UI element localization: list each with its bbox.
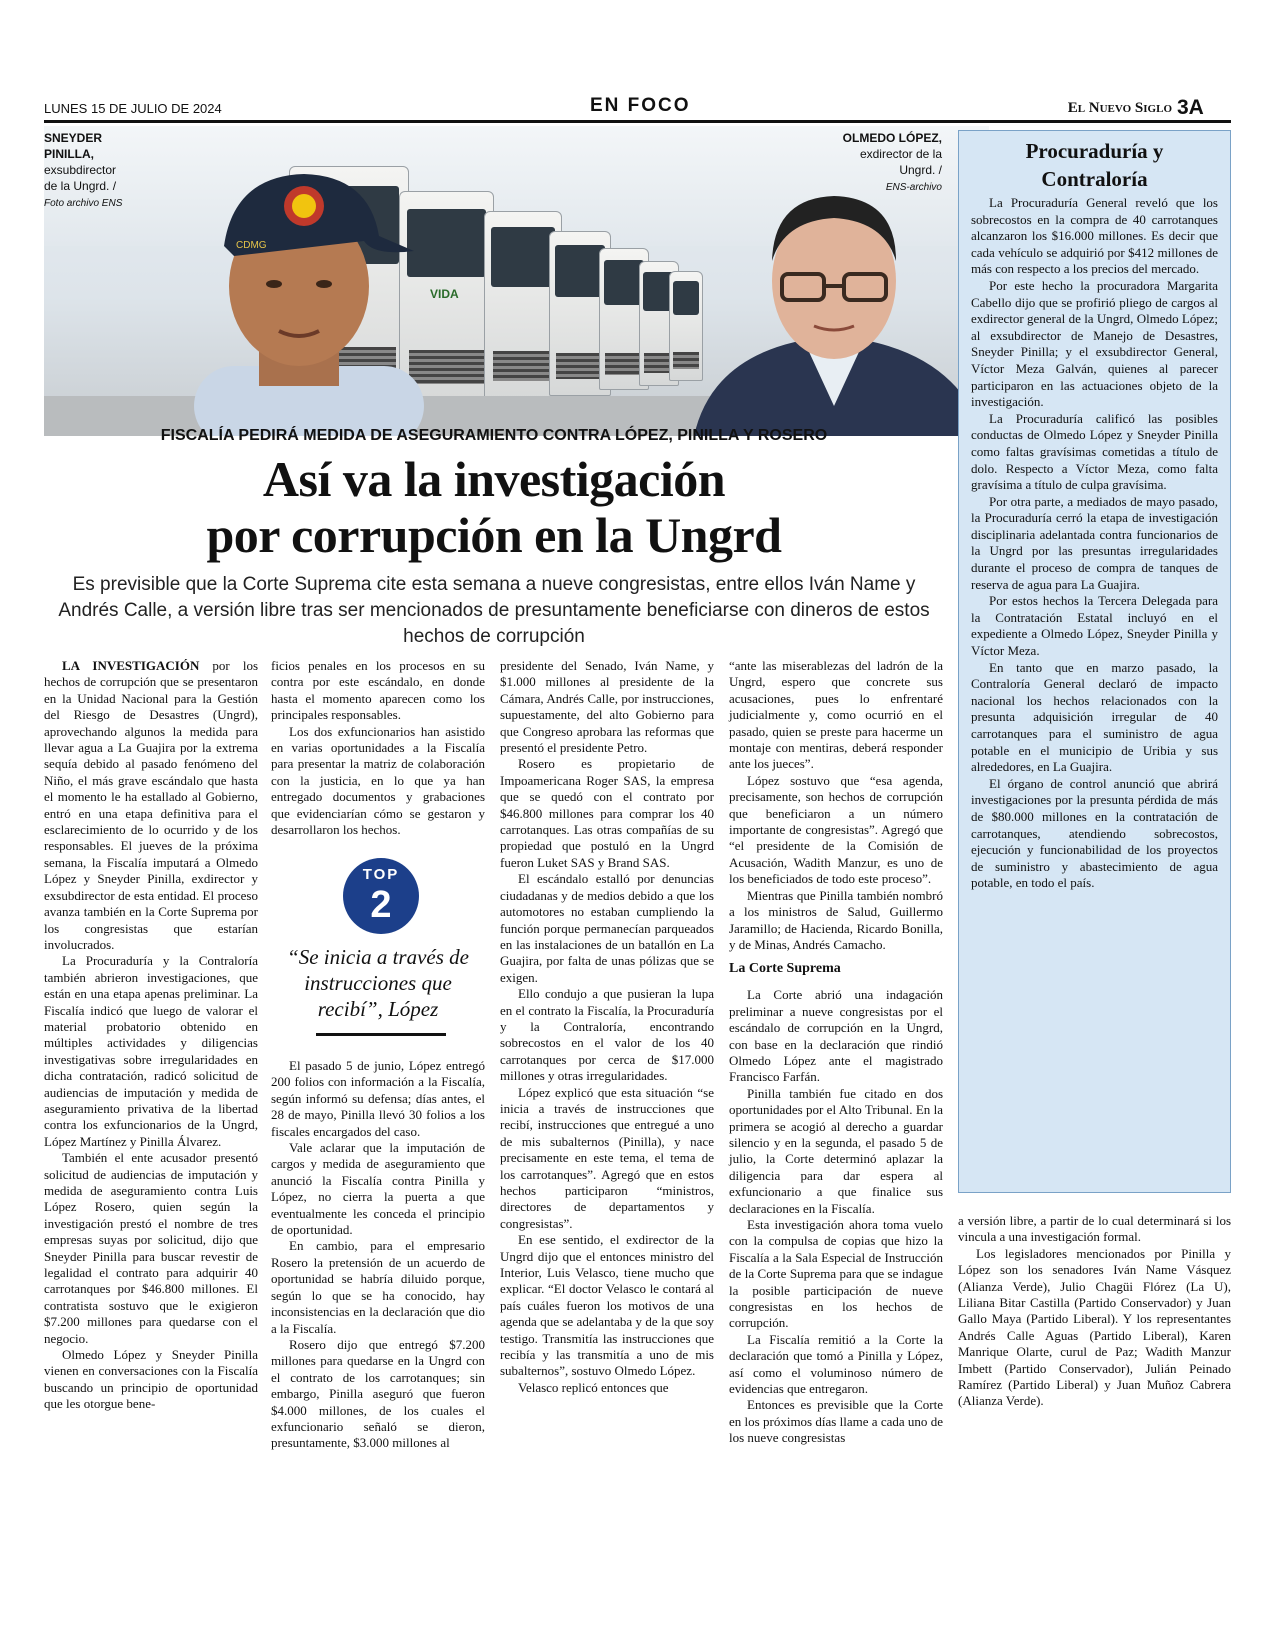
cap-text: CDMG [236, 240, 267, 251]
caption-role: exdirector de la Ungrd. / [859, 147, 942, 177]
paragraph: Esta investigación ahora toma vuelo con la compulsa de copias que hizo la Fiscalía a la Sala Especial de Instrucción de la Corte Suprema para que se indague la posible participación de nueve congresistas en los hechos de corrupción. [729, 1217, 943, 1331]
olmedo-lopez-portrait [674, 176, 989, 436]
truck-logo: VIDA [430, 287, 459, 301]
photo-credit: Foto archivo ENS [44, 198, 123, 209]
paragraph: El escándalo estalló por denuncias ciudadanas y de medios debido a que los automotores no estaban cumpliendo la función porque permanecían parqueados en las instalaciones de un batallón en La Guajira, por falta de unas pólizas que se exigen. [500, 871, 714, 985]
article-column-2-bottom [271, 1058, 485, 1452]
paragraph: La Procuraduría y la Contraloría también abrieron investigaciones, que están en una etapa apenas preliminar. La Fiscalía indicó que luego de valorar el material probatorio obtenido en múltiples actividades y diligencias investigativas sobre irregularidades en dicha contratación, radicó solicitud de audiencias de imputación y medida de aseguramiento privativa de la libertad contra los exfuncionarios de la Ungrd, López Martínez y Pinilla Álvarez. [44, 953, 258, 1149]
paragraph: López explicó que esta situación “se inicia a través de instrucciones que recibí, instrucciones que entregué a uno de mis subalternos (Pinilla), y nace precisamente en este tema, el tema de los carrotanques”. Agregó que en estos hechos participaron “ministros, directores de departamentos y congresistas”. [500, 1084, 714, 1231]
article-kicker: FISCALÍA PEDIRÁ MEDIDA DE ASEGURAMIENTO CONTRA LÓPEZ, PINILLA Y ROSERO [160, 427, 828, 444]
paragraph: Velasco replicó entonces que [518, 1379, 669, 1395]
caption-role: exsubdirector de la Ungrd. / [44, 163, 117, 193]
paragraph: También el ente acusador presentó solicitud de audiencias de imputación y medida de aseguramiento contra Luis López Rosero, quien según la investigación prestó el nombre de tres empresas suyas por solicitud, dijo que Sneyder Pinilla para buscar revestir de legalidad el contrato para adquirir 40 carrotanques por $46.800 millones. El contratista sostuvo que le exigieron $7.200 millones para quedarse con el negocio. [44, 1150, 258, 1346]
article-column-1 [44, 658, 258, 1413]
article-column-2-top [271, 658, 485, 838]
photo-caption-left [44, 130, 129, 212]
paragraph: Por otra parte, a mediados de mayo pasado, la Procuraduría cerró la etapa de investigación disciplinaria adelantada contra funcionarios de la Ungrd por las presuntas irregularidades durante el proceso de compra de tanques de reserva de agua para La Guajira. [971, 493, 1218, 592]
paragraph: Entonces es previsible que la Corte en los próximos días llame a cada uno de los nueve congresistas [729, 1397, 943, 1446]
paragraph: Pinilla también fue citado en dos oportunidades por el Alto Tribunal. En la primera se acogió al derecho a guardar silencio y en la segunda, el pasado 5 de julio, la Corte determinó aplazar la diligencia para dar espera al exfuncionario a que finalice sus declaraciones en la Fiscalía. [729, 1085, 943, 1216]
paragraph: La Corte abrió una indagación preliminar a nueve congresistas por el escándalo de corrupción en la Ungrd, con base en la declaración que rindió Olmedo López ante el magistrado Francisco Farfán. [729, 987, 943, 1085]
paragraph: Los dos exfuncionarios han asistido en varias oportunidades a la Fiscalía para presentar la matriz de colaboración con la justicia, en lo que ya han entregado documentos y grabaciones que evidenciarían cómo se gestaron y desarrollaron los hechos. [271, 723, 485, 838]
caption-name: OLMEDO LÓPEZ, [842, 131, 942, 145]
newspaper-name: El Nuevo Siglo [1067, 100, 1172, 116]
headline-line: Así va la investigación [262, 451, 726, 507]
article-deck: Es previsible que la Corte Suprema cite esta semana a nueve congresistas, entre ellos Iván Name y Andrés Calle, a versión libre tras ser mencionados de presuntamente beneficiarse con dineros de estos hechos de corrupción [58, 574, 930, 647]
subhead: La Corte Suprema [729, 961, 841, 977]
paragraph: Ello condujo a que pusieran la lupa en el contrato la Fiscalía, la Procuraduría y la Contraloría, encontrando sobrecostos en el valor de los 40 carrotanques por cerca de $17.000 millones y otras irregularidades. [500, 986, 714, 1084]
paragraph: Rosero es propietario de Impoamericana Roger SAS, la empresa que se quedó con el contrato por $46.800 millones para comprar los 40 carrotanques. Las otras compañías de su propiedad que postuló en la Ungrd fueron Luket SAS y Brand SAS. [500, 756, 714, 870]
paragraph: LA INVESTIGACIÓN por los hechos de corrupción que se presentaron en la Unidad Nacional para la Gestión del Riesgo de Desastres (Ungrd), aprovechando algunos la medida para llevar agua a La Guajira por la extrema sequía debido al pasado fenómeno del Niño, el más grave escándalo que hasta el momento le ha estallado al Gobierno, entró en una etapa definitiva para el esclarecimiento de lo ocurrido y de los responsables. El jueves de la próxima semana, la Fiscalía imputará a Olmedo López y Sneyder Pinilla, exdirector y exsubdirector de esta entidad. El proceso avanza también en la Corte Suprema por los congresistas que estarían involucrados. [44, 658, 258, 952]
badge-label: TOP [362, 866, 400, 883]
paragraph: El pasado 5 de junio, López entregó 200 folios con información a la Fiscalía, según informó su defensa; días antes, el 28 de mayo, Pinilla llevó 30 folios a los fiscales encargados del caso. [271, 1058, 485, 1139]
paragraph: presidente del Senado, Iván Name, y $1.000 millones al presidente de la Cámara, Andrés Calle, por instrucciones, supuestamente, del alto Gobierno para que Congreso aprobara las reformas que presentó el presidente Petro. [500, 658, 714, 756]
header-rule [44, 120, 1231, 123]
sidebar-title: Procuraduría y Contraloría [1025, 139, 1164, 191]
photo-caption-right [836, 130, 942, 196]
top-badge [343, 858, 419, 934]
article-column-5 [958, 1213, 1231, 1410]
paragraph: La Procuraduría calificó las posibles conductas de Olmedo López y Sneyder Pinilla como faltas gravísimas cometidas a título de dolo. Respecto a Víctor Meza, como falta gravísima a título de culpa gravísima. [971, 410, 1218, 493]
paragraph: Mientras que Pinilla también nombró a los ministros de Salud, Guillermo Jaramillo; de Hacienda, Ricardo Bonilla, y de Minas, Andrés Camacho. [729, 887, 943, 952]
section-title: EN FOCO [590, 95, 691, 116]
lead-in: LA INVESTIGACIÓN [62, 658, 200, 673]
paragraph: López sostuvo que “esa agenda, precisamente, son hechos de corrupción que beneficiaron a un número importante de congresistas”. Agregó que “el presidente de la Comisión de Acusación, Wadith Manzur, es uno de los beneficiados de todo este proceso”. [729, 772, 943, 887]
paragraph: a versión libre, a partir de lo cual determinará si los vincula a una investigación formal. [958, 1213, 1231, 1245]
badge-number: 2 [370, 884, 392, 926]
paragraph: Los legisladores mencionados por Pinilla y López son los senadores Iván Name Vásquez (Alianza Verde), Julio Chagüi Flórez (La U), Liliana Bitar Castilla (Partido Conservador) y Juan Gallo Maya (Partido Liberal). Y los representantes Andrés Calle Aguas (Partido Liberal), Karen Manrique Olarte, curul de Paz; Wadith Manzur Imbett (Partido Conservador), Julián Peinado Ramírez (Partido Liberal) y Juan Muñoz Cabrera (Alianza Verde). [958, 1245, 1231, 1409]
article-column-4 [729, 658, 943, 1447]
sidebar-box [958, 130, 1231, 1193]
pull-quote: “Se inicia a través de instrucciones que recibí”, López [287, 945, 469, 1021]
paragraph: Olmedo López y Sneyder Pinilla vienen en conversaciones con la Fiscalía buscando un principio de oportunidad que les otorgue bene- [44, 1347, 258, 1412]
paragraph: La Procuraduría General reveló que los sobrecostos en la compra de 40 carrotanques alcanzaron los $16.000 millones. Es decir que cada vehículo se adquirió por $412 millones de más con respecto a los precios del mercado. [971, 195, 1218, 277]
paragraph: Por este hecho la procuradora Margarita Cabello dijo que se profirió pliego de cargos al exdirector general de la Ungrd, Olmedo López; al exsubdirector de Manejo de Desastres, Sneyder Pinilla; y el exsubdirector General, Víctor Meza Galván, quienes al parecer participaron en las actuaciones objeto de la investigación. [971, 277, 1218, 410]
article-column-3 [500, 658, 714, 1396]
headline-line: por corrupción en la Ungrd [206, 507, 782, 563]
issue-date: LUNES 15 DE JULIO DE 2024 [44, 101, 222, 116]
paragraph: En tanto que en marzo pasado, la Contraloría General declaró de impacto nacional los hechos relacionados con la presunta adquisición irregular de 40 carrotanques para el suministro de agua potable en el municipio de Uribia y sus alrededores, en La Guajira. [971, 659, 1218, 775]
article-headline [44, 451, 944, 563]
caption-name: SNEYDER PINILLA, [44, 131, 103, 161]
photo-credit: ENS-archivo [885, 182, 942, 193]
paragraph: En ese sentido, el exdirector de la Ungrd dijo que el entonces ministro del Interior, Luis Velasco, tiene mucho que explicar. “El doctor Velasco le contará al país cuáles fueron los motivos de una agenda que se adelantaba y de la que soy testigo. Transmitía las instrucciones que recibía y las transmitía a uno de mis subalternos”, sostuvo Olmedo López. [500, 1232, 714, 1379]
paragraph: El órgano de control anunció que abrirá investigaciones por la presunta pérdida de más de $80.000 millones en la contratación de carrotanques, atendiendo sobrecostos, ejecución y funcionabilidad de los proyectos de suministro y abastecimiento de agua potable, en todo el país. [971, 775, 1218, 891]
page-number: 3A [1177, 96, 1204, 119]
paragraph: La Fiscalía remitió a la Corte la declaración que tomó a Pinilla y López, así como el voluminoso número de evidencias que entregaron. [729, 1331, 943, 1397]
pull-quote-rule [316, 1033, 446, 1036]
paragraph: Vale aclarar que la imputación de cargos y medida de aseguramiento que anunció la Fiscalía contra Pinilla y López, no cierra la puerta a que eventualmente les conceda el principio de oportunidad. [271, 1140, 485, 1238]
paragraph: “ante las miserablezas del ladrón de la Ungrd, espero que concrete sus acusaciones, pues lo enfrentaré judicialmente y, como ocurrió en el pasado, quien se preste para hacerme un montaje con mentiras, deberá responder ante los jueces”. [729, 658, 943, 772]
paragraph: ficios penales en los procesos en su contra por este escándalo, en donde hasta el momento aparecen como los principales responsables. [271, 658, 485, 723]
paragraph: En cambio, para el empresario Rosero la pretensión de un acuerdo de oportunidad se habría diluido porque, según lo que se ha conocido, hay inconsistencias en la declaración que dio a la Fiscalía. [271, 1238, 485, 1336]
sneyder-pinilla-portrait [164, 166, 434, 436]
paragraph: Por estos hechos la Tercera Delegada para la Contratación Estatal incluyó en el expediente a Olmedo López, Sneyder Pinilla y Víctor Meza. [971, 593, 1218, 659]
paragraph: Rosero dijo que entregó $7.200 millones para quedarse en la Ungrd con el contrato de los carrotanques; sin embargo, Pinilla aseguró que fueron $4.000 millones, de los cuales el exfuncionario señaló se dieron, presuntamente, $3.000 millones al [271, 1336, 485, 1451]
